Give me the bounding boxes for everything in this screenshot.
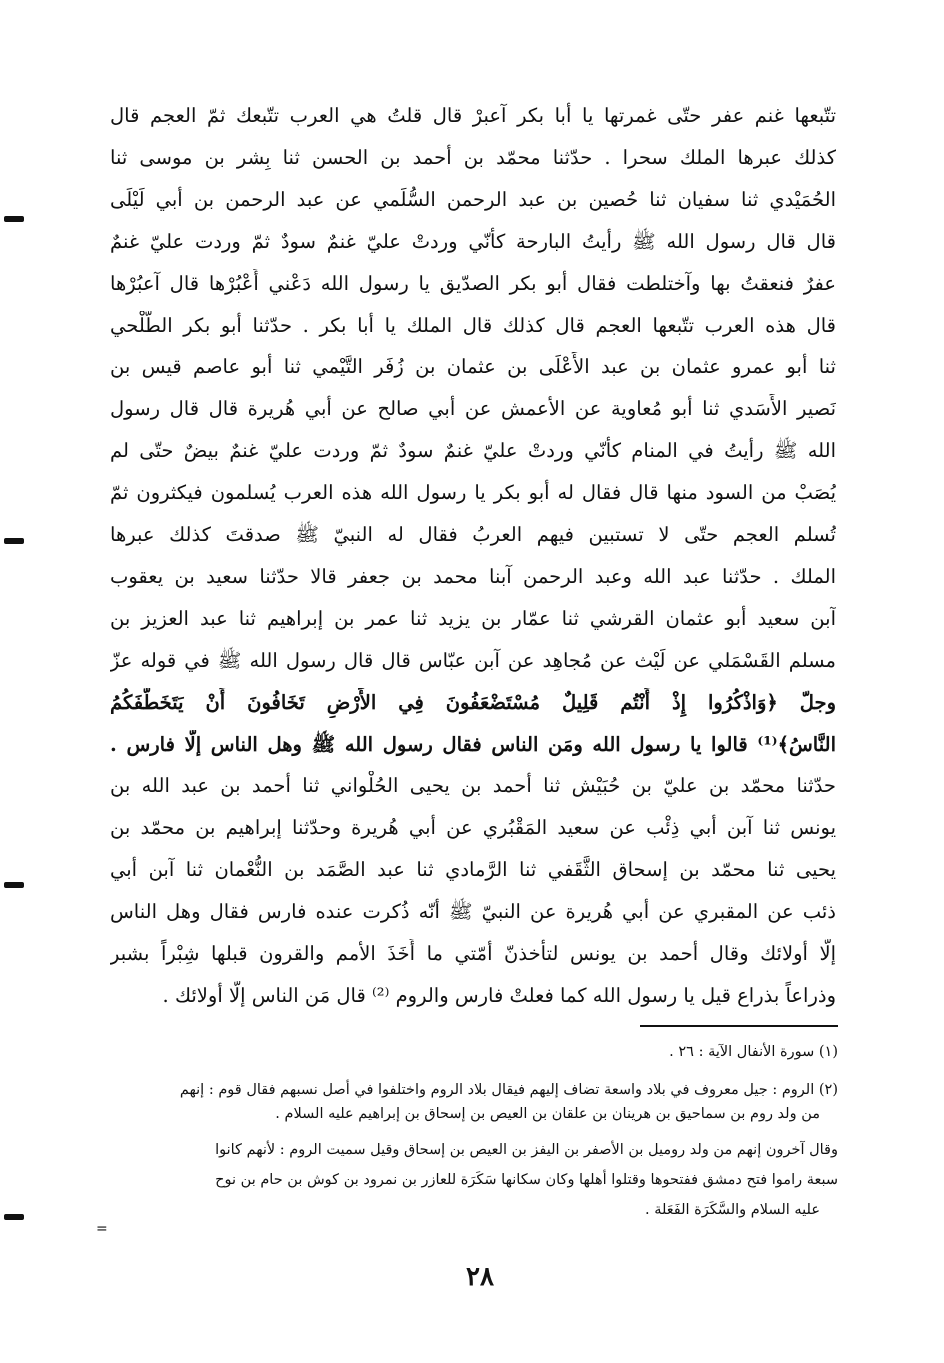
body-line: وجلّ ﴿وَاذْكُرُوا إِذْ أَنْتُم قَلِيلٌ مُسْتَضْعَفُونَ فِي الأَرْضِ تَخَافُونَ أَنْ يَتَخَطَّفَكُمُ [110, 691, 836, 714]
body-line: ذئب عن المقبري عن أبي هُريرة عن النبيّ ﷺ أنّه ذُكرت عنده فارس فقال وهل الناس [110, 900, 836, 923]
footnote-line: عليه السلام والسَّكَرَة الفَعَلة . [645, 1202, 820, 1218]
body-line: نَصير الأَسَدي ثنا أبو مُعاوية عن الأعمش عن أبي صالح عن أبي هُريرة قال قال رسول [110, 397, 836, 420]
body-line: قال قال رسول الله ﷺ رأيتُ البارحة كأنّي وردتْ عليّ غنمٌ سودٌ ثمّ وردت عليّ غنمٌ [110, 230, 836, 253]
body-line: حدّثنا محمّد بن عليّ بن حُبَيْش ثنا أحمد بن يحيى الحُلْواني ثنا أحمد بن عبد الله بن [110, 774, 836, 797]
binding-mark [4, 538, 24, 544]
body-line: النَّاسُ﴾⁽¹⁾ قالوا يا رسول الله ومَن الناس فقال رسول الله ﷺ وهل الناس إلّا فارس . [110, 733, 836, 756]
body-line: مسلم القَسْمَلي عن لَيْث عن مُجاهِد عن آبن عبّاس قال قال رسول الله ﷺ في قوله عزّ [110, 649, 836, 672]
page-number: ٢٨ [466, 1262, 494, 1292]
body-line: يونس ثنا آبن أبي ذِئْب عن سعيد المَقْبُري عن أبي هُريرة وحدّثنا إبراهيم بن محمّد بن [110, 816, 836, 839]
body-line: الملك . حدّثنا عبد الله وعبد الرحمن آبنا محمد بن جعفر قالا حدّثنا سعيد بن يعقوب [110, 565, 836, 588]
binding-mark [4, 1214, 24, 1220]
body-line: يُصَبْ من السود منها قال فقال له أبو بكر يا رسول الله هذه العرب يُسلمون فيكثرون ثمّ [110, 481, 836, 504]
body-line: تُسلم العجم حتّى لا تستبين فيهم العربُ فقال له النبيّ ﷺ صدقتَ كذلك عبرها [110, 523, 836, 546]
body-line: قال هذه العرب تتّبعها العجم قال كذلك قال الملك يا أبا بكر . حدّثنا أبو بكر الطَّلْحي [110, 314, 836, 337]
footnote-divider [640, 1025, 838, 1027]
footnote-line: سبعة راموا فتح دمشق ففتحوها وقتلوا أهلها وكان سكانها سَكَرَة للعازر بن نمرود بن كوش بن حام بن نوح [215, 1172, 838, 1188]
binding-mark [4, 216, 24, 222]
binding-mark [4, 882, 24, 888]
body-line: تتّبعها غنم عفر حتّى غمرتها يا أبا بكر آعبرْ قال قلتُ هي العرب تتّبعك ثمّ العجم قال [110, 104, 836, 127]
body-line: آبن سعيد أبو عثمان القرشي ثنا عمّار بن يزيد ثنا عمر بن إبراهيم ثنا عبد العزيز بن [110, 607, 836, 630]
body-line: الله ﷺ رأيتُ في المنام كأنّي وردتْ عليّ غنمٌ سودٌ ثمّ وردت عليّ غنمٌ بيضٌ حتّى لم [110, 439, 836, 462]
margin-mark: = [96, 1221, 108, 1237]
body-line: وذراعاً بذراع قيل يا رسول الله كما فعلتْ فارس والروم ⁽²⁾ قال مَن الناس إلّا أولائك . [162, 984, 836, 1007]
footnote-line: (١) سورة الأنفال الآية : ٢٦ . [669, 1044, 838, 1060]
footnote-line: من ولد روم بن سماحيق بن هرينان بن علقان بن العيص بن إسحاق بن إبراهيم عليه السلام . [275, 1106, 820, 1122]
body-line: عفرٌ فنعقتُ بها وآختلطت فقال أبو بكر الصدّيق يا رسول الله دَعْني أَعْبُرْها قال آعبُرْها [110, 272, 836, 295]
body-line: إلّا أولائك وقال أحمد بن يونس لتأخذنّ أمّتي ما أَخَذَ الأمم والقرون قبلها شِبْراً بشبر [110, 942, 836, 965]
body-line: كذلك عبرها الملك سحرا . حدّثنا محمّد بن أحمد بن الحسن ثنا بِشر بن موسى ثنا [110, 146, 836, 169]
footnote-line: (٢) الروم : جيل معروف في بلاد واسعة تضاف إليهم فيقال بلاد الروم واختلفوا في أصل نسبهم فقال قوم : إنهم [179, 1082, 838, 1098]
body-line: يحيى ثنا محمّد بن إسحاق الثَّقَفي ثنا الرَّمادي ثنا عبد الصَّمَد بن النُّعْمان ثنا آبن أبي [110, 858, 836, 881]
body-line: الحُمَيْدي ثنا سفيان ثنا حُصين بن عبد الرحمن السُّلَمي عن عبد الرحمن بن أبي لَيْلَى [110, 188, 836, 211]
body-line: ثنا أبو عمرو عثمان بن عبد الأَعْلَى بن عثمان بن زُفَر التَّيْمي ثنا أبو عاصم قيس بن [110, 355, 836, 378]
footnote-line: وقال آخرون إنهم من ولد روميل بن الأصفر بن اليفز بن العيص بن إسحاق وقيل سميت الروم : لأنهم كانوا [215, 1142, 838, 1158]
